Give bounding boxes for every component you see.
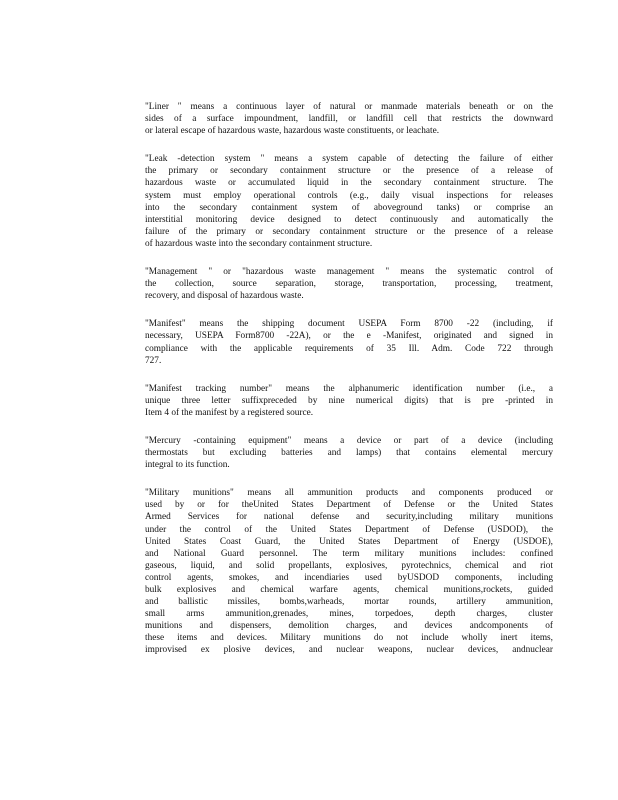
text-line: "Manifest" means the shipping document USEPA Form 8700 -22 (including, if bbox=[145, 319, 553, 330]
text-line: small arms ammunition,grenades, mines, torpedoes, depth charges, cluster bbox=[145, 609, 553, 620]
text-line: bulk explosives and chemical warfare agents, chemical munitions,rockets, guided bbox=[145, 585, 553, 595]
text-line: system must employ operational controls (e.g., daily visual inspections for releases bbox=[145, 190, 553, 201]
definition-leak-detection-system bbox=[145, 153, 553, 250]
text-line: "Leak -detection system " means a system capable of detecting the failure of either bbox=[145, 154, 553, 165]
definition-military-munitions bbox=[145, 487, 553, 656]
text-line: gaseous, liquid, and solid propellants, explosives, pyrotechnics, chemical and riot bbox=[145, 560, 553, 571]
text-line: Armed Services for national defense and security,including military munitions bbox=[145, 512, 553, 523]
definition-manifest-tracking-number bbox=[145, 383, 553, 419]
text-line: recovery, and disposal of hazardous waste. bbox=[145, 291, 304, 302]
text-line: control agents, smokes, and incendiaries used byUSDOD components, including bbox=[145, 572, 553, 583]
text-line: the primary or secondary containment structure or the presence of a release of bbox=[145, 166, 553, 177]
text-line: "Liner " means a continuous layer of natural or manmade materials beneath or on the bbox=[145, 102, 553, 112]
text-line: "Mercury -containing equipment" means a device or part of a device (including bbox=[145, 435, 553, 446]
text-line: "Management " or "hazardous waste management " means the systematic control of bbox=[145, 267, 553, 278]
text-line: unique three letter suffixpreceded by nine numerical digits) that is pre -printed in bbox=[145, 395, 553, 406]
text-line: used by or for theUnited States Department of Defense or the United States bbox=[145, 500, 553, 511]
text-line: necessary, USEPA Form8700 -22A), or the e -Manifest, originated and signed in bbox=[145, 331, 553, 342]
text-line: failure of the primary or secondary containment structure or the presence of a release bbox=[145, 226, 553, 237]
text-line: 727. bbox=[145, 355, 162, 366]
text-line: Item 4 of the manifest by a registered source. bbox=[145, 407, 314, 418]
text-line: of hazardous waste into the secondary containment structure. bbox=[145, 238, 373, 249]
text-line: and National Guard personnel. The term military munitions includes: confined bbox=[145, 548, 553, 559]
text-line: compliance with the applicable requirements of 35 Ill. Adm. Code 722 through bbox=[145, 343, 553, 354]
text-line: "Military munitions" means all ammunition products and components produced or bbox=[145, 488, 553, 499]
text-line: the collection, source separation, storage, transportation, processing, treatment, bbox=[145, 279, 553, 290]
text-line: munitions and dispensers, demolition charges, and devices andcomponents of bbox=[145, 621, 553, 632]
text-line: into the secondary containment system of aboveground tanks) or comprise an bbox=[145, 202, 553, 213]
text-line: interstitial monitoring device designed to detect continuously and automatically the bbox=[145, 214, 553, 225]
definitions-column bbox=[145, 101, 553, 673]
text-line: under the control of the United States Department of Defense (USDOD), the bbox=[145, 524, 553, 535]
text-line: or lateral escape of hazardous waste, hazardous waste constituents, or leachate. bbox=[145, 126, 440, 137]
text-line: hazardous waste or accumulated liquid in the secondary containment structure. The bbox=[145, 178, 553, 189]
text-line: integral to its function. bbox=[145, 460, 230, 471]
text-line: improvised ex plosive devices, and nuclear weapons, nuclear devices, andnuclear bbox=[145, 645, 553, 656]
definition-management bbox=[145, 266, 553, 302]
text-line: and ballistic missiles, bombs,warheads, mortar rounds, artillery ammunition, bbox=[145, 597, 553, 608]
text-line: these items and devices. Military munitions do not include wholly inert items, bbox=[145, 633, 553, 644]
definition-mercury-containing-equipment bbox=[145, 435, 553, 471]
text-line: United States Coast Guard, the United States Department of Energy (USDOE), bbox=[145, 536, 553, 547]
definition-manifest bbox=[145, 318, 553, 366]
text-line: sides of a surface impoundment, landfill, or landfill cell that restricts the downward bbox=[145, 114, 553, 125]
text-line: thermostats but excluding batteries and lamps) that contains elemental mercury bbox=[145, 448, 553, 459]
text-line: "Manifest tracking number" means the alphanumeric identification number (i.e., a bbox=[145, 383, 553, 394]
definition-liner bbox=[145, 101, 553, 137]
